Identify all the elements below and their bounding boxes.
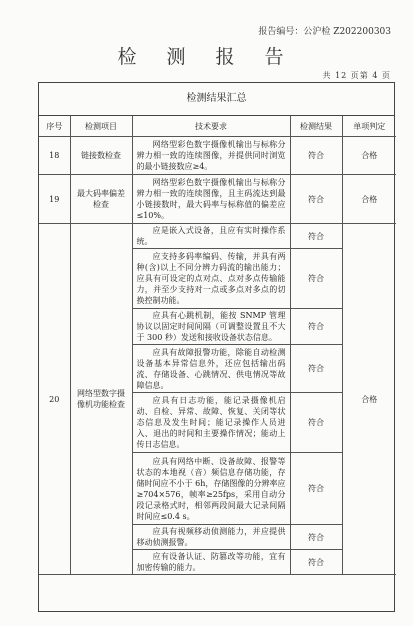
table-row — [39, 137, 396, 175]
row-no: 20 — [39, 224, 70, 575]
row-requirement: 网络型彩色数字摄像机输出与标称分辨力相一致的连续图像，且主码流达到最小链接数时，最大码率与标称值的偏差应≤10%。 — [132, 175, 290, 224]
page-info: 共 12 页第 4 页 — [322, 71, 391, 80]
row-requirement: 应是嵌入式设备，且应有实时操作系统。 — [132, 224, 290, 249]
report-number: 报告编号：公沪检 Z202200303 — [258, 27, 391, 37]
row-requirement: 应具有心跳机制，能按 SNMP 管理协议以固定时间间隔（可调整设置且不大于 300 秒）发送和接收设备状态信息。 — [132, 309, 290, 345]
row-result: 符合 — [290, 175, 342, 224]
table-row — [39, 175, 396, 224]
row-verdict: 合格 — [342, 137, 396, 175]
header-item: 检测项目 — [70, 116, 132, 137]
row-requirement: 应具有网络中断、设备故障、报警等状态的本地视（音）频信息存储功能，存储时间应不小于 6h，存储图像的分辨率应≥704×576，帧率≥25fps，采用自动分段记录格式时，相邻两段间最大记录间隔时间应≤0.4 s。 — [132, 453, 290, 525]
row-result: 符合 — [290, 345, 342, 393]
row-result: 符合 — [290, 224, 342, 249]
row-result: 符合 — [290, 309, 342, 345]
table-header-row — [39, 116, 396, 137]
header-no: 序号 — [39, 116, 70, 137]
row-item: 网络型数字摄像机功能检查 — [70, 224, 132, 575]
row-requirement: 应具有日志功能，能记录摄像机启动、自检、异常、故障、恢复、关闭等状态信息及发生时间；能记录操作人员进入、退出的时间和主要操作情况；能动上传日志信息。 — [132, 393, 290, 453]
row-no: 19 — [39, 175, 70, 224]
row-verdict: 合格 — [342, 224, 396, 575]
header-verdict: 单项判定 — [342, 116, 396, 137]
header-requirement: 技术要求 — [132, 116, 290, 137]
header-result: 检测结果 — [290, 116, 342, 137]
row-result: 符合 — [290, 525, 342, 550]
row-item: 链接数检查 — [70, 137, 132, 175]
row-result: 符合 — [290, 550, 342, 575]
results-summary-sheet — [38, 82, 395, 612]
row-result: 符合 — [290, 249, 342, 309]
table-title: 检测结果汇总 — [39, 83, 394, 116]
table-row — [39, 224, 396, 249]
row-no: 18 — [39, 137, 70, 175]
row-requirement: 网络型彩色数字摄像机输出与标称分辨力相一致的连续图像，并提供同时浏览的最小链接数应≥4。 — [132, 137, 290, 175]
row-requirement: 应支持多码率编码、传输，并具有两种(含)以上不同分辨力码流的输出能力；应具有可设定的点对点、点对多点传输能力，并至少支持对一点或多点对多点的切换控制功能。 — [132, 249, 290, 309]
row-result: 符合 — [290, 137, 342, 175]
row-result: 符合 — [290, 393, 342, 453]
row-requirement: 应具有视频移动侦测能力，并应提供移动侦测报警。 — [132, 525, 290, 550]
row-requirement: 应具有故障报警功能，除能自动检测设备基本异常信息外，还应包括输出码流、存储设备、心跳情况、供电情况等故障信息。 — [132, 345, 290, 393]
row-item: 最大码率偏差检查 — [70, 175, 132, 224]
row-requirement: 应有设备认证、防篡改等功能，宜有加密传输的能力。 — [132, 550, 290, 575]
results-table — [39, 116, 396, 575]
row-verdict: 合格 — [342, 175, 396, 224]
row-result: 符合 — [290, 453, 342, 525]
page-title: 检 测 报 告 — [117, 46, 296, 68]
